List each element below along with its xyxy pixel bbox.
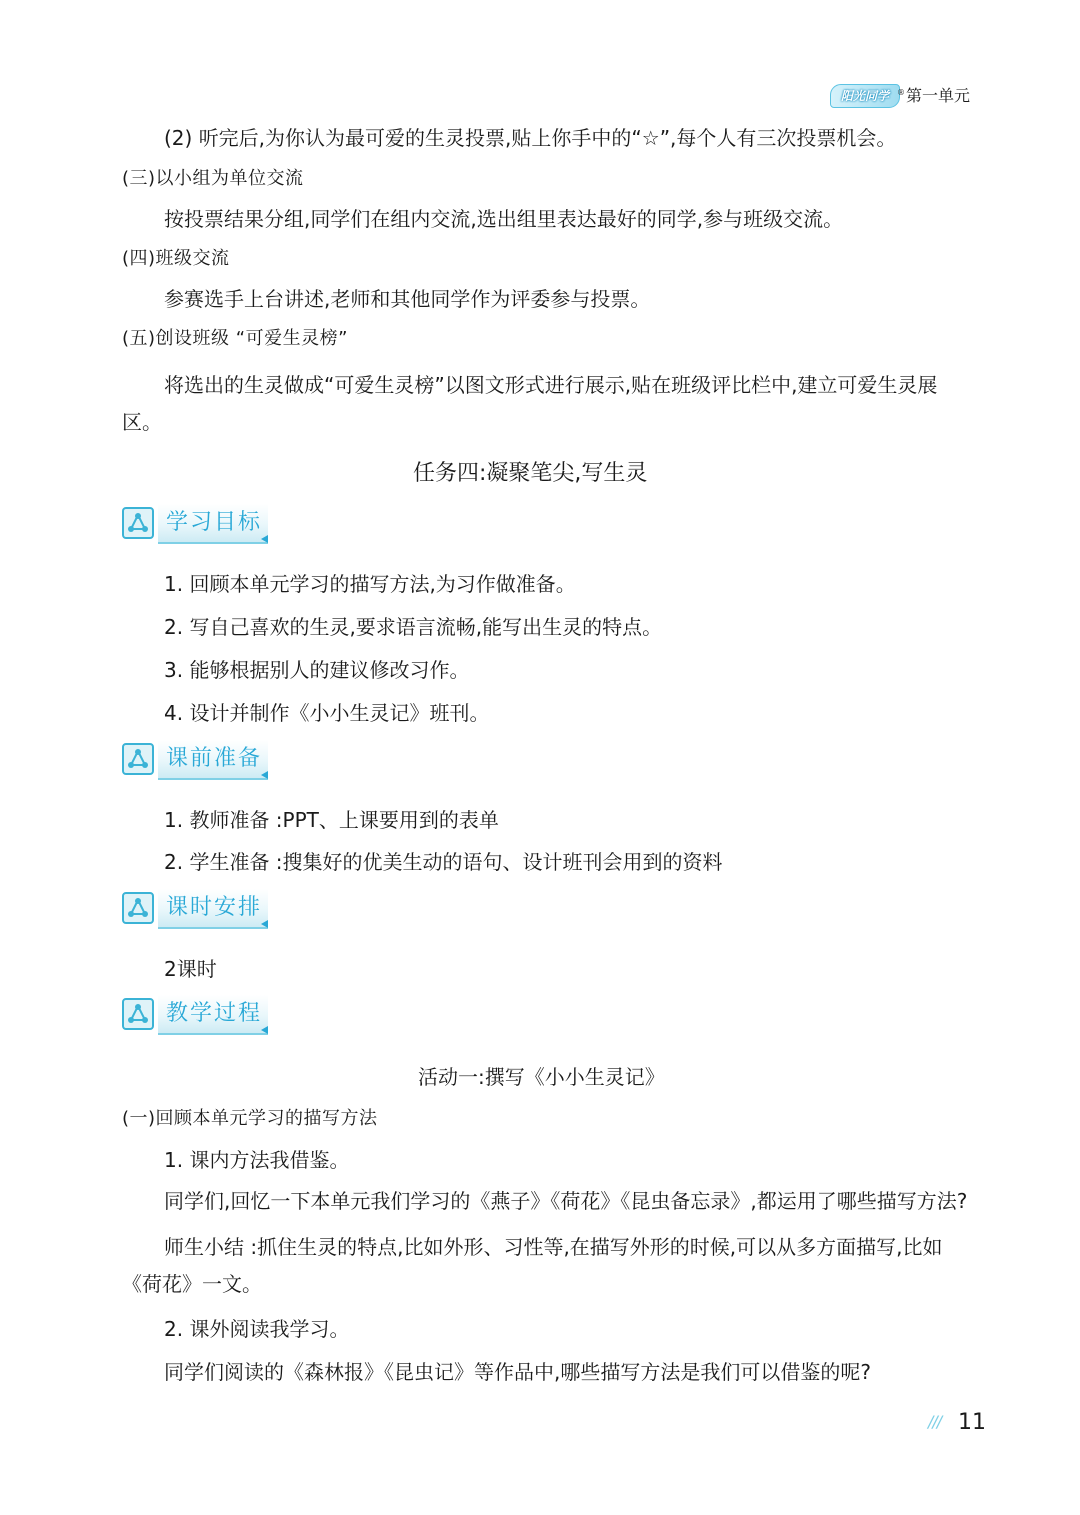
badge-label: 课前准备 bbox=[166, 746, 263, 771]
prep-item: 1. 教师准备 :PPT、上课要用到的表单 bbox=[164, 808, 499, 832]
page-ornament: /// bbox=[928, 1412, 942, 1431]
network-icon bbox=[122, 892, 154, 924]
group-exchange-text: 按投票结果分组,同学们在组内交流,选出组里表达最好的同学,参与班级交流。 bbox=[164, 207, 844, 231]
brand-logo-text: 阳光同学 bbox=[840, 89, 889, 103]
vote-instruction: (2) 听完后,为你认为最可爱的生灵投票,贴上你手中的“☆”,每个人有三次投票机会。 bbox=[164, 126, 897, 150]
badge-label: 教学过程 bbox=[166, 1001, 263, 1026]
heading-review-methods: (一)回顾本单元学习的描写方法 bbox=[122, 1108, 378, 1129]
network-icon bbox=[122, 743, 154, 775]
class-exchange-text: 参赛选手上台讲述,老师和其他同学作为评委参与投票。 bbox=[164, 287, 651, 311]
heading-class-exchange: (四)班级交流 bbox=[122, 248, 230, 269]
task-title: 任务四:凝聚笔尖,写生灵 bbox=[413, 461, 648, 486]
section-badge-prep bbox=[122, 740, 270, 780]
prep-item: 2. 学生准备 :搜集好的优美生动的语句、设计班刊会用到的资料 bbox=[164, 850, 723, 874]
schedule-text: 2课时 bbox=[164, 957, 217, 981]
in-class-question: 同学们,回忆一下本单元我们学习的《燕子》《荷花》《昆虫备忘录》,都运用了哪些描写方法? bbox=[164, 1189, 968, 1213]
heading-group-exchange: (三)以小组为单位交流 bbox=[122, 168, 304, 189]
badge-label: 学习目标 bbox=[166, 510, 263, 535]
page-number: 11 bbox=[958, 1410, 986, 1435]
section-badge-process bbox=[122, 995, 270, 1035]
section-badge-schedule bbox=[122, 889, 270, 929]
section-badge-goals bbox=[122, 504, 270, 544]
goal-item: 4. 设计并制作《小小生灵记》班刊。 bbox=[164, 701, 490, 725]
brand-logo bbox=[830, 84, 905, 108]
create-board-paragraph: 将选出的生灵做成“可爱生灵榜”以图文形式进行展示,贴在班级评比栏中,建立可爱生灵展区。 bbox=[122, 373, 938, 434]
extracurricular-question: 同学们阅读的《森林报》《昆虫记》等作品中,哪些描写方法是我们可以借鉴的呢? bbox=[164, 1360, 871, 1384]
network-icon bbox=[122, 507, 154, 539]
activity-title: 活动一:撰写《小小生灵记》 bbox=[418, 1065, 665, 1089]
registered-mark: ® bbox=[897, 88, 905, 97]
summary-paragraph: 师生小结 :抓住生灵的特点,比如外形、习性等,在描写外形的时候,可以从多方面描写,比如《荷花》一文。 bbox=[122, 1235, 943, 1296]
heading-create-board: (五)创设班级 “可爱生灵榜” bbox=[122, 328, 348, 349]
subheading-in-class: 1. 课内方法我借鉴。 bbox=[164, 1148, 350, 1172]
subheading-extracurricular: 2. 课外阅读我学习。 bbox=[164, 1317, 350, 1341]
goal-item: 3. 能够根据别人的建议修改习作。 bbox=[164, 658, 470, 682]
unit-label: 第一单元 bbox=[906, 86, 971, 105]
network-icon bbox=[122, 998, 154, 1030]
goal-item: 2. 写自己喜欢的生灵,要求语言流畅,能写出生灵的特点。 bbox=[164, 615, 663, 639]
badge-label: 课时安排 bbox=[166, 895, 263, 920]
goal-item: 1. 回顾本单元学习的描写方法,为习作做准备。 bbox=[164, 572, 576, 596]
